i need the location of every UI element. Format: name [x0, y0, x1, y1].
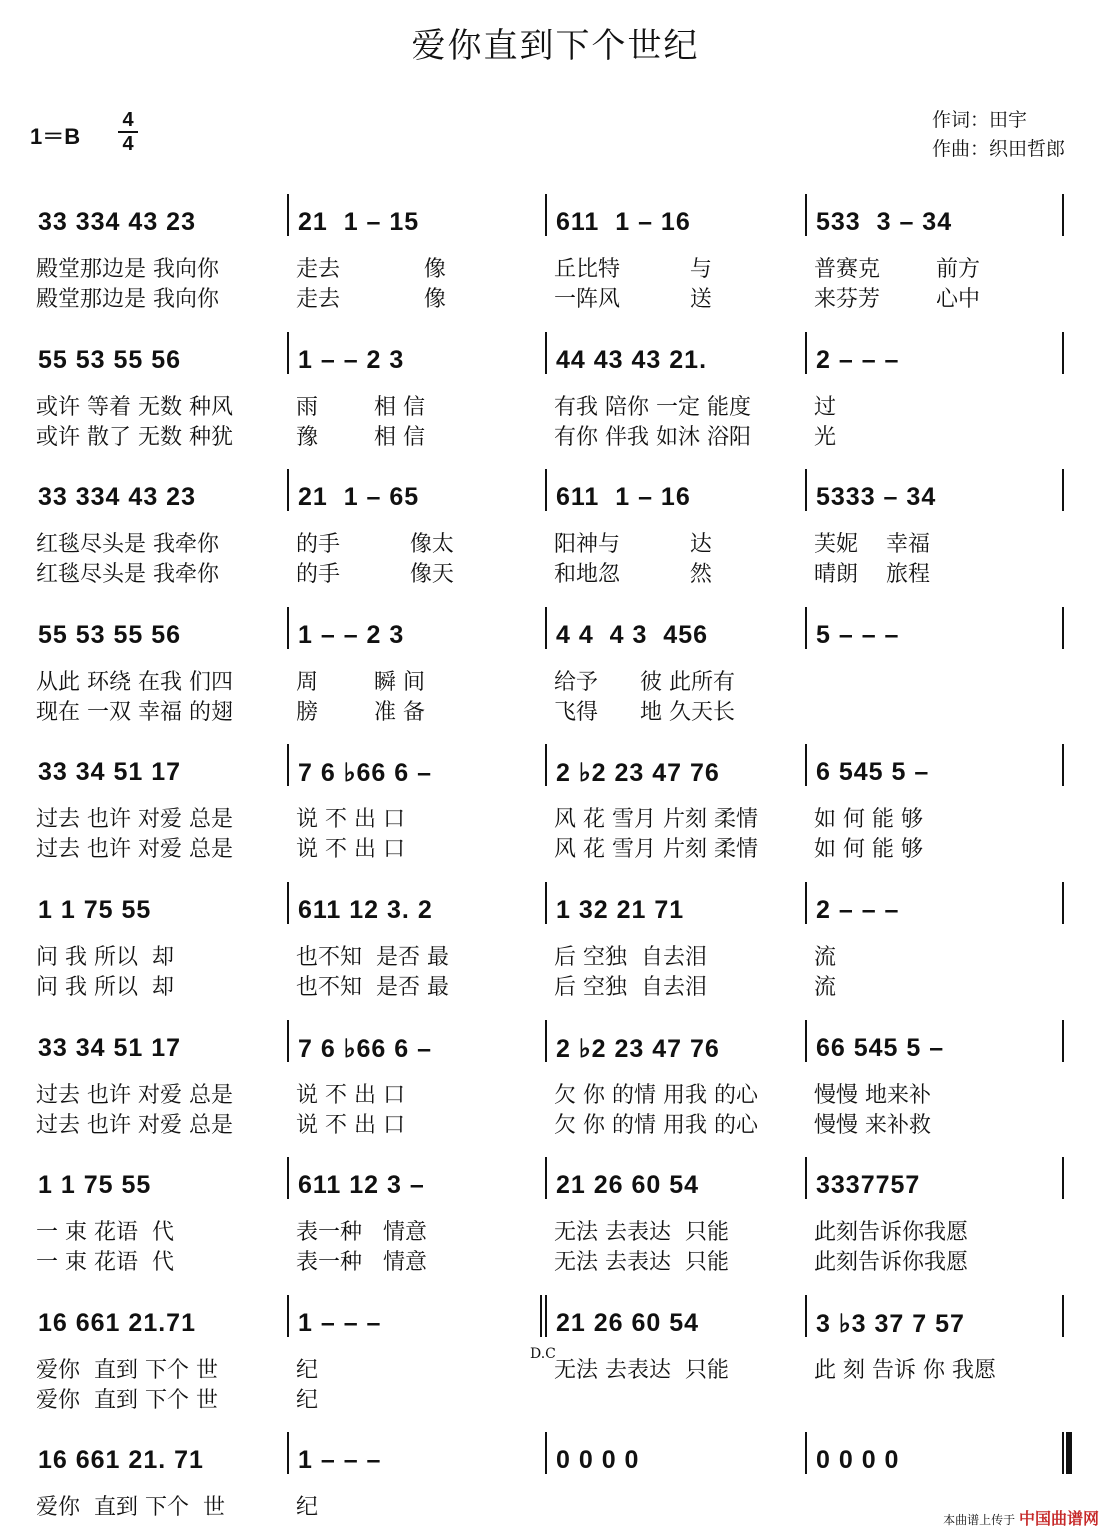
- measure: [290, 1430, 545, 1490]
- measure: [808, 1155, 1062, 1215]
- barline: [1062, 332, 1064, 374]
- measure: [808, 605, 1062, 665]
- measure-notes: 21 26 60 54: [556, 1171, 700, 1199]
- measure-notes: 611 12 3. 2: [298, 896, 433, 924]
- lyric-line-2: 问 我 所以 却: [36, 975, 174, 1000]
- lyric-line-1: 风 花 雪月 片刻 柔情: [554, 807, 758, 832]
- measure-notes: 1 1 75 55: [38, 1171, 152, 1199]
- measure: [30, 330, 287, 390]
- barline: [287, 194, 289, 236]
- lyric-line-2: 来芬芳 心中: [814, 287, 980, 312]
- measure: [290, 1018, 545, 1078]
- lyric-line-2: 殿堂那边是 我向你: [36, 287, 219, 312]
- lyric-line-2: 后 空独 自去泪: [554, 975, 707, 1000]
- barline: [287, 1295, 289, 1337]
- double-barline: [540, 1295, 542, 1337]
- lyric-line-1: 说 不 出 口: [296, 1083, 405, 1108]
- lyric-line-2: 说 不 出 口: [296, 837, 405, 862]
- measure: [30, 1018, 287, 1078]
- lyric-line-2: 晴朗 旅程: [814, 562, 930, 587]
- measure-notes: 611 1 – 16: [556, 208, 691, 236]
- barline: [545, 607, 547, 649]
- lyric-line-1: 丘比特 与: [554, 257, 712, 282]
- lyric-line-2: 风 花 雪月 片刻 柔情: [554, 837, 758, 862]
- measure-notes: 0 0 0 0: [556, 1446, 640, 1474]
- measure: [548, 192, 805, 252]
- measure: [548, 742, 805, 802]
- measure: [30, 880, 287, 940]
- measure-notes: 16 661 21. 71: [38, 1446, 204, 1474]
- lyric-line-1: 此 刻 告诉 你 我愿: [814, 1358, 996, 1383]
- measure: [808, 1430, 1062, 1490]
- barline: [1062, 1020, 1064, 1062]
- key-signature: 1＝B: [30, 124, 81, 149]
- measure-notes: 611 1 – 16: [556, 483, 691, 511]
- measure-notes: 66 545 5 –: [816, 1034, 945, 1062]
- footer-text: 本曲谱上传于: [943, 1513, 1016, 1527]
- lyric-line-1: 无法 去表达 只能: [554, 1220, 729, 1245]
- barline: [805, 1157, 807, 1199]
- barline: [1062, 882, 1064, 924]
- measure-notes: 16 661 21.71: [38, 1309, 196, 1337]
- measure-notes: 1 32 21 71: [556, 896, 685, 924]
- lyric-line-2: 光: [814, 425, 837, 450]
- measure-notes: 2 ♭2 23 47 76: [556, 759, 720, 787]
- song-title: 爱你直到下个世纪: [411, 26, 700, 66]
- barline: [545, 1432, 547, 1474]
- measure: [30, 1293, 287, 1353]
- measure-notes: 3 ♭3 37 7 57: [816, 1310, 965, 1338]
- barline: [805, 194, 807, 236]
- measure: [808, 880, 1062, 940]
- lyric-line-1: 后 空独 自去泪: [554, 945, 707, 970]
- barline: [805, 607, 807, 649]
- lyric-line-2: 过去 也许 对爱 总是: [36, 837, 233, 862]
- footer-brand: 中国曲谱网: [1018, 1509, 1099, 1528]
- lyric-line-2: 无法 去表达 只能: [554, 1250, 729, 1275]
- barline: [1062, 607, 1064, 649]
- lyric-line-2: 一 束 花语 代: [36, 1250, 174, 1275]
- barline: [805, 1295, 807, 1337]
- measure-notes: 1 – – 2 3: [298, 621, 405, 649]
- time-signature: [118, 110, 138, 154]
- measure-notes: 33 334 43 23: [38, 483, 196, 511]
- barline: [287, 607, 289, 649]
- measure: [290, 467, 545, 527]
- measure: [548, 1293, 805, 1353]
- measure: [808, 1018, 1062, 1078]
- lyric-line-1: 问 我 所以 却: [36, 945, 174, 970]
- barline: [1062, 1295, 1064, 1337]
- measure-notes: 21 1 – 15: [298, 208, 420, 236]
- lyric-line-1: 走去 像: [296, 257, 446, 282]
- measure-notes: 1 1 75 55: [38, 896, 152, 924]
- lyric-line-1: 红毯尽头是 我牵你: [36, 532, 219, 557]
- lyricist: 作词：田宇: [932, 109, 1028, 131]
- meter-top: 4: [122, 109, 134, 131]
- lyric-line-2: 此刻告诉你我愿: [814, 1250, 969, 1275]
- barline: [1062, 1432, 1064, 1474]
- measure-notes: 1 – – –: [298, 1446, 382, 1474]
- measure: [548, 1018, 805, 1078]
- measure-notes: 2 – – –: [816, 896, 900, 924]
- measure-notes: 2 ♭2 23 47 76: [556, 1035, 720, 1063]
- lyric-line-1: 雨 相 信: [296, 395, 425, 420]
- lyric-line-1: 爱你 直到 下个 世: [36, 1358, 218, 1383]
- barline: [545, 744, 547, 786]
- measure-notes: 1 – – 2 3: [298, 346, 405, 374]
- lyric-line-2: 膀 准 备: [296, 700, 425, 725]
- lyric-line-1: 给予 彼 此所有: [554, 670, 735, 695]
- measure: [30, 605, 287, 665]
- measure: [548, 1430, 805, 1490]
- measure-notes: 6 545 5 –: [816, 758, 930, 786]
- measure: [30, 1430, 287, 1490]
- barline: [287, 1432, 289, 1474]
- measure-notes: 4 4 4 3 456: [556, 621, 709, 649]
- measure: [548, 467, 805, 527]
- lyric-line-1: 也不知 是否 最: [296, 945, 449, 970]
- measure: [30, 192, 287, 252]
- meter-bottom: 4: [122, 133, 134, 155]
- barline: [287, 1020, 289, 1062]
- measure-notes: 5333 – 34: [816, 483, 937, 511]
- lyric-line-1: 表一种 情意: [296, 1220, 427, 1245]
- measure: [290, 1293, 545, 1353]
- barline: [545, 1157, 547, 1199]
- barline: [805, 1432, 807, 1474]
- barline: [287, 332, 289, 374]
- lyric-line-2: 红毯尽头是 我牵你: [36, 562, 219, 587]
- measure-notes: 3337757: [816, 1171, 921, 1199]
- lyric-line-1: 周 瞬 间: [296, 670, 425, 695]
- barline: [545, 194, 547, 236]
- measure-notes: 7 6 ♭66 6 –: [298, 1035, 432, 1063]
- lyric-line-2: 流: [814, 975, 837, 1000]
- measure: [290, 880, 545, 940]
- barline: [545, 332, 547, 374]
- lyric-line-2: 和地忽 然: [554, 562, 712, 587]
- measure: [548, 1155, 805, 1215]
- measure-notes: 7 6 ♭66 6 –: [298, 759, 432, 787]
- barline: [805, 469, 807, 511]
- lyric-line-1: 如 何 能 够: [814, 807, 923, 832]
- measure: [548, 880, 805, 940]
- barline: [1062, 194, 1064, 236]
- measure: [30, 1155, 287, 1215]
- barline: [805, 882, 807, 924]
- measure-notes: 0 0 0 0: [816, 1446, 900, 1474]
- lyric-line-2: 一阵风 送: [554, 287, 712, 312]
- lyric-line-1: 阳神与 达: [554, 532, 712, 557]
- barline: [805, 1020, 807, 1062]
- measure-notes: 33 334 43 23: [38, 208, 196, 236]
- measure-notes: 21 1 – 65: [298, 483, 420, 511]
- barline: [1062, 1157, 1064, 1199]
- lyric-line-2: 走去 像: [296, 287, 446, 312]
- lyric-line-2: 过去 也许 对爱 总是: [36, 1113, 233, 1138]
- measure-notes: 533 3 – 34: [816, 208, 953, 236]
- lyric-line-2: 的手 像天: [296, 562, 454, 587]
- lyric-line-1: 过去 也许 对爱 总是: [36, 807, 233, 832]
- lyric-line-2: 或许 散了 无数 种犹: [36, 425, 233, 450]
- measure: [808, 742, 1062, 802]
- measure: [290, 1155, 545, 1215]
- barline: [287, 882, 289, 924]
- barline: [805, 744, 807, 786]
- measure-notes: 33 34 51 17: [38, 1034, 182, 1062]
- barline: [805, 332, 807, 374]
- lyric-line-1: 欠 你 的情 用我 的心: [554, 1083, 758, 1108]
- barline: [545, 1295, 547, 1337]
- measure: [290, 330, 545, 390]
- measure: [290, 605, 545, 665]
- measure-notes: 55 53 55 56: [38, 621, 182, 649]
- lyric-line-1: 一 束 花语 代: [36, 1220, 174, 1245]
- measure: [548, 330, 805, 390]
- lyric-line-1: 殿堂那边是 我向你: [36, 257, 219, 282]
- lyric-line-2: 慢慢 来补救: [814, 1113, 931, 1138]
- barline: [545, 1020, 547, 1062]
- barline: [287, 744, 289, 786]
- lyric-line-1: 过: [814, 395, 837, 420]
- measure: [30, 467, 287, 527]
- credits: [932, 106, 1065, 164]
- final-barline: [1066, 1432, 1072, 1474]
- measure: [808, 192, 1062, 252]
- lyric-line-2: 爱你 直到 下个 世: [36, 1388, 218, 1413]
- measure-notes: 1 – – –: [298, 1309, 382, 1337]
- lyric-line-2: 表一种 情意: [296, 1250, 427, 1275]
- dc-mark: D.C: [530, 1346, 556, 1362]
- barline: [287, 1157, 289, 1199]
- lyric-line-2: 说 不 出 口: [296, 1113, 405, 1138]
- measure: [30, 742, 287, 802]
- measure-notes: 55 53 55 56: [38, 346, 182, 374]
- measure: [808, 467, 1062, 527]
- lyric-line-1: 芙妮 幸福: [814, 532, 930, 557]
- lyric-line-1: 的手 像太: [296, 532, 454, 557]
- measure: [808, 330, 1062, 390]
- lyric-line-2: 纪: [296, 1388, 319, 1413]
- measure-notes: 21 26 60 54: [556, 1309, 700, 1337]
- barline: [545, 469, 547, 511]
- footer: [943, 1506, 1099, 1529]
- lyric-line-1: 纪: [296, 1358, 319, 1383]
- lyric-line-1: 有我 陪你 一定 能度: [554, 395, 751, 420]
- lyric-line-2: 现在 一双 幸福 的翅: [36, 700, 233, 725]
- lyric-line-2: 也不知 是否 最: [296, 975, 449, 1000]
- barline: [545, 882, 547, 924]
- measure-notes: 2 – – –: [816, 346, 900, 374]
- measure-notes: 33 34 51 17: [38, 758, 182, 786]
- measure-notes: 44 43 43 21.: [556, 346, 708, 374]
- measure: [808, 1293, 1062, 1353]
- measure: [290, 742, 545, 802]
- barline: [1062, 469, 1064, 511]
- lyric-line-1: 从此 环绕 在我 们四: [36, 670, 233, 695]
- lyric-line-1: 流: [814, 945, 837, 970]
- barline: [1062, 744, 1064, 786]
- lyric-line-1: 说 不 出 口: [296, 807, 405, 832]
- lyric-line-1: 此刻告诉你我愿: [814, 1220, 969, 1245]
- measure: [548, 605, 805, 665]
- lyric-line-1: 或许 等着 无数 种风: [36, 395, 233, 420]
- lyric-line-1: 爱你 直到 下个 世: [36, 1495, 225, 1520]
- lyric-line-1: 无法 去表达 只能: [554, 1358, 729, 1383]
- measure: [290, 192, 545, 252]
- lyric-line-1: 过去 也许 对爱 总是: [36, 1083, 233, 1108]
- lyric-line-1: 慢慢 地来补: [814, 1083, 931, 1108]
- lyric-line-2: 飞得 地 久天长: [554, 700, 735, 725]
- lyric-line-2: 欠 你 的情 用我 的心: [554, 1113, 758, 1138]
- lyric-line-1: 纪: [296, 1495, 319, 1520]
- lyric-line-2: 有你 伴我 如沐 浴阳: [554, 425, 751, 450]
- lyric-line-2: 豫 相 信: [296, 425, 425, 450]
- lyric-line-1: 普赛克 前方: [814, 257, 980, 282]
- barline: [287, 469, 289, 511]
- measure-notes: 5 – – –: [816, 621, 900, 649]
- measure-notes: 611 12 3 –: [298, 1171, 425, 1199]
- lyric-line-2: 如 何 能 够: [814, 837, 923, 862]
- composer: 作曲：织田哲郎: [932, 138, 1066, 160]
